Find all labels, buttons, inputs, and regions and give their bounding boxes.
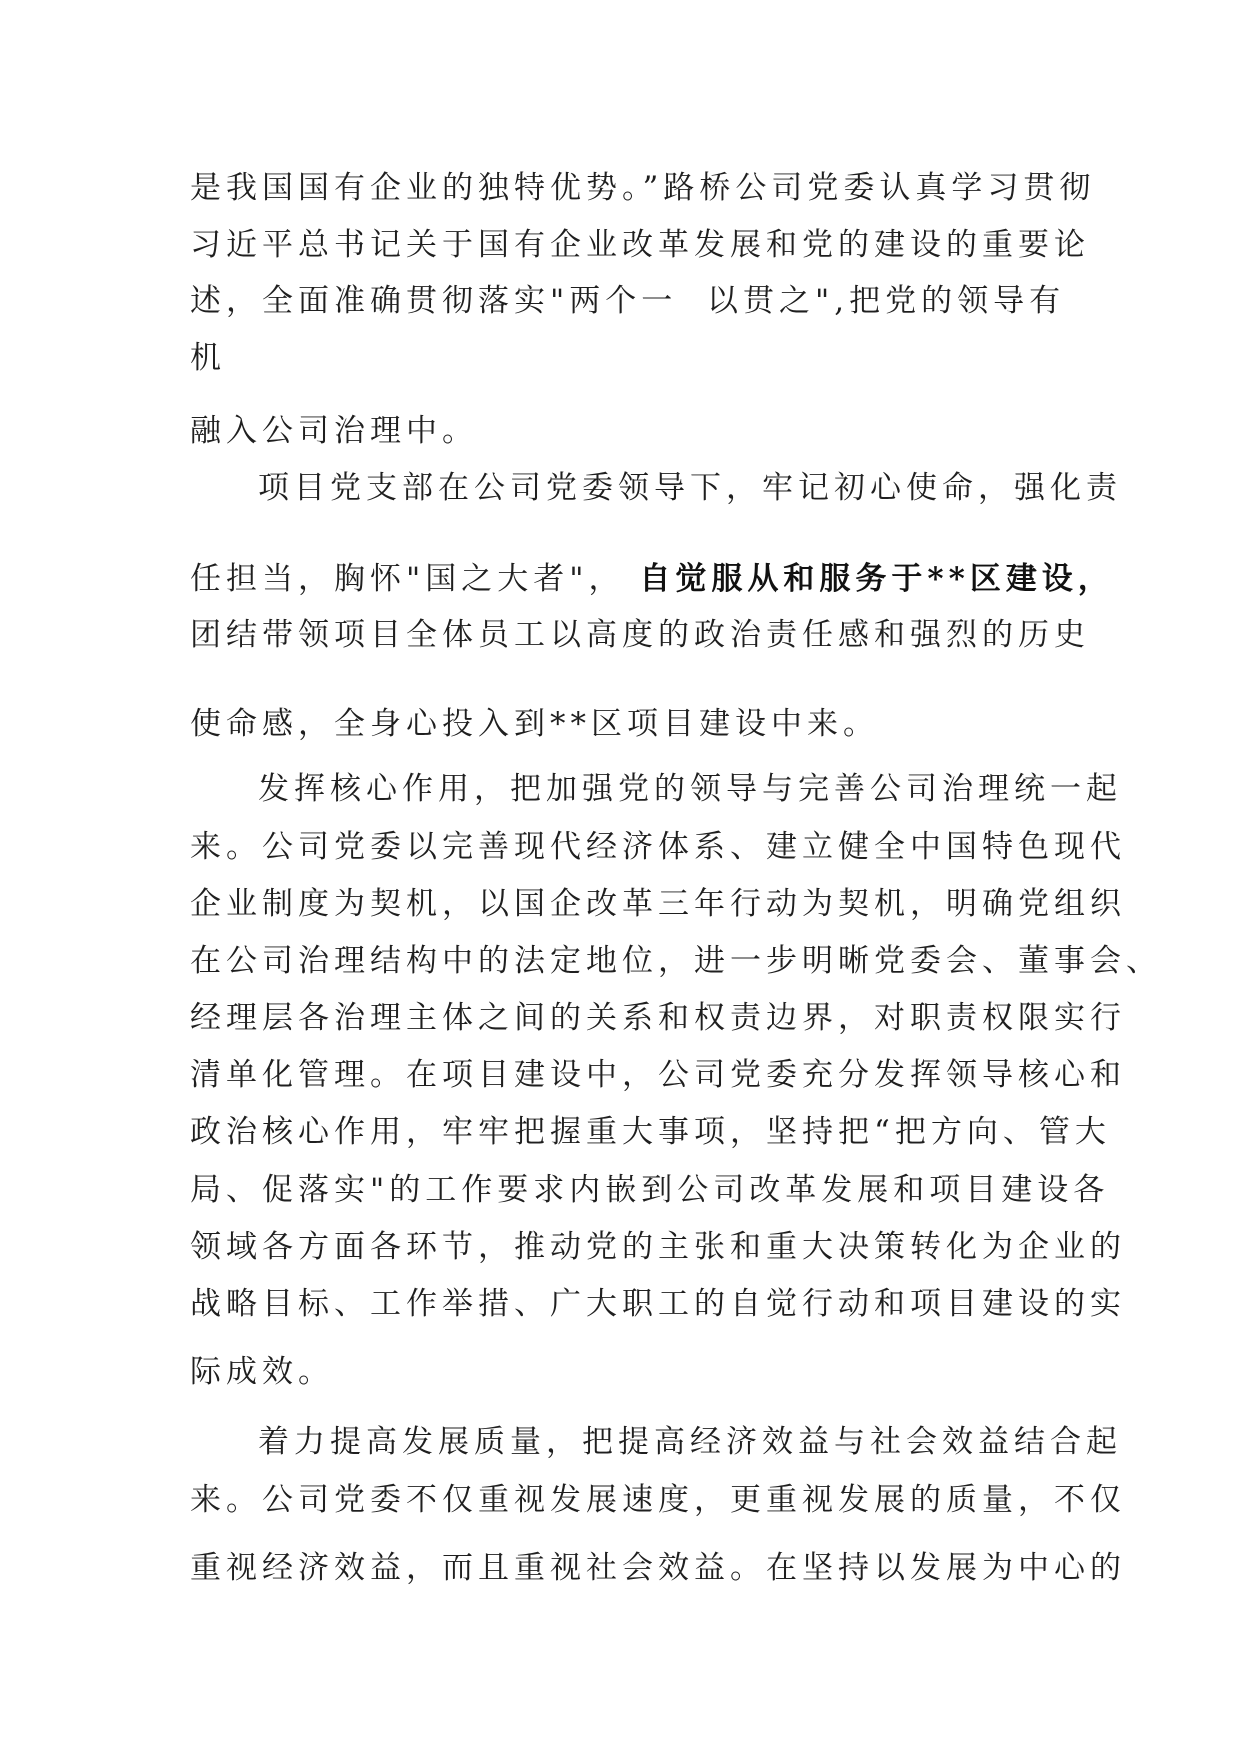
text-line: 述，全面准确贯彻落实"两个一 以贯之",把党的领导有 bbox=[190, 283, 1066, 319]
text-line: 局、促落实"的工作要求内嵌到公司改革发展和项目建设各 bbox=[190, 1172, 1110, 1208]
text-line: 习近平总书记关于国有企业改革发展和党的建设的重要论 bbox=[190, 227, 1090, 263]
text-line: 来。公司党委不仅重视发展速度，更重视发展的质量，不仅 bbox=[190, 1482, 1126, 1518]
paragraph-start-line: 项目党支部在公司党委领导下，牢记初心使命，强化责 bbox=[258, 470, 1122, 506]
paragraph-start-line: 发挥核心作用，把加强党的领导与完善公司治理统一起 bbox=[258, 771, 1122, 807]
text-segment: 任担当，胸怀"国之大者"， bbox=[190, 561, 625, 597]
text-line: 政治核心作用，牢牢把握重大事项，坚持把“把方向、管大 bbox=[190, 1114, 1111, 1150]
text-line: 在公司治理结构中的法定地位，进一步明晰党委会、董事会、 bbox=[190, 943, 1162, 979]
text-line: 来。公司党委以完善现代经济体系、建立健全中国特色现代 bbox=[190, 829, 1126, 865]
text-line: 机 bbox=[190, 340, 226, 376]
text-line bbox=[190, 559, 1114, 599]
text-line: 清单化管理。在项目建设中，公司党委充分发挥领导核心和 bbox=[190, 1057, 1126, 1093]
bold-phrase: 自觉服从和服务于**区建设， bbox=[639, 561, 1114, 597]
text-line: 融入公司治理中。 bbox=[190, 413, 478, 449]
text-line: 际成效。 bbox=[190, 1354, 334, 1390]
text-line: 使命感，全身心投入到**区项目建设中来。 bbox=[190, 706, 879, 742]
text-line: 团结带领项目全体员工以高度的政治责任感和强烈的历史 bbox=[190, 617, 1090, 653]
text-line: 领域各方面各环节，推动党的主张和重大决策转化为企业的 bbox=[190, 1229, 1126, 1265]
text-line: 是我国国有企业的独特优势。”路桥公司党委认真学习贯彻 bbox=[190, 170, 1096, 206]
text-line: 战略目标、工作举措、广大职工的自觉行动和项目建设的实 bbox=[190, 1286, 1126, 1322]
text-line: 经理层各治理主体之间的关系和权责边界，对职责权限实行 bbox=[190, 1000, 1126, 1036]
paragraph-start-line: 着力提高发展质量，把提高经济效益与社会效益结合起 bbox=[258, 1424, 1122, 1460]
text-line: 企业制度为契机，以国企改革三年行动为契机，明确党组织 bbox=[190, 886, 1126, 922]
text-line: 重视经济效益，而且重视社会效益。在坚持以发展为中心的 bbox=[190, 1550, 1126, 1586]
